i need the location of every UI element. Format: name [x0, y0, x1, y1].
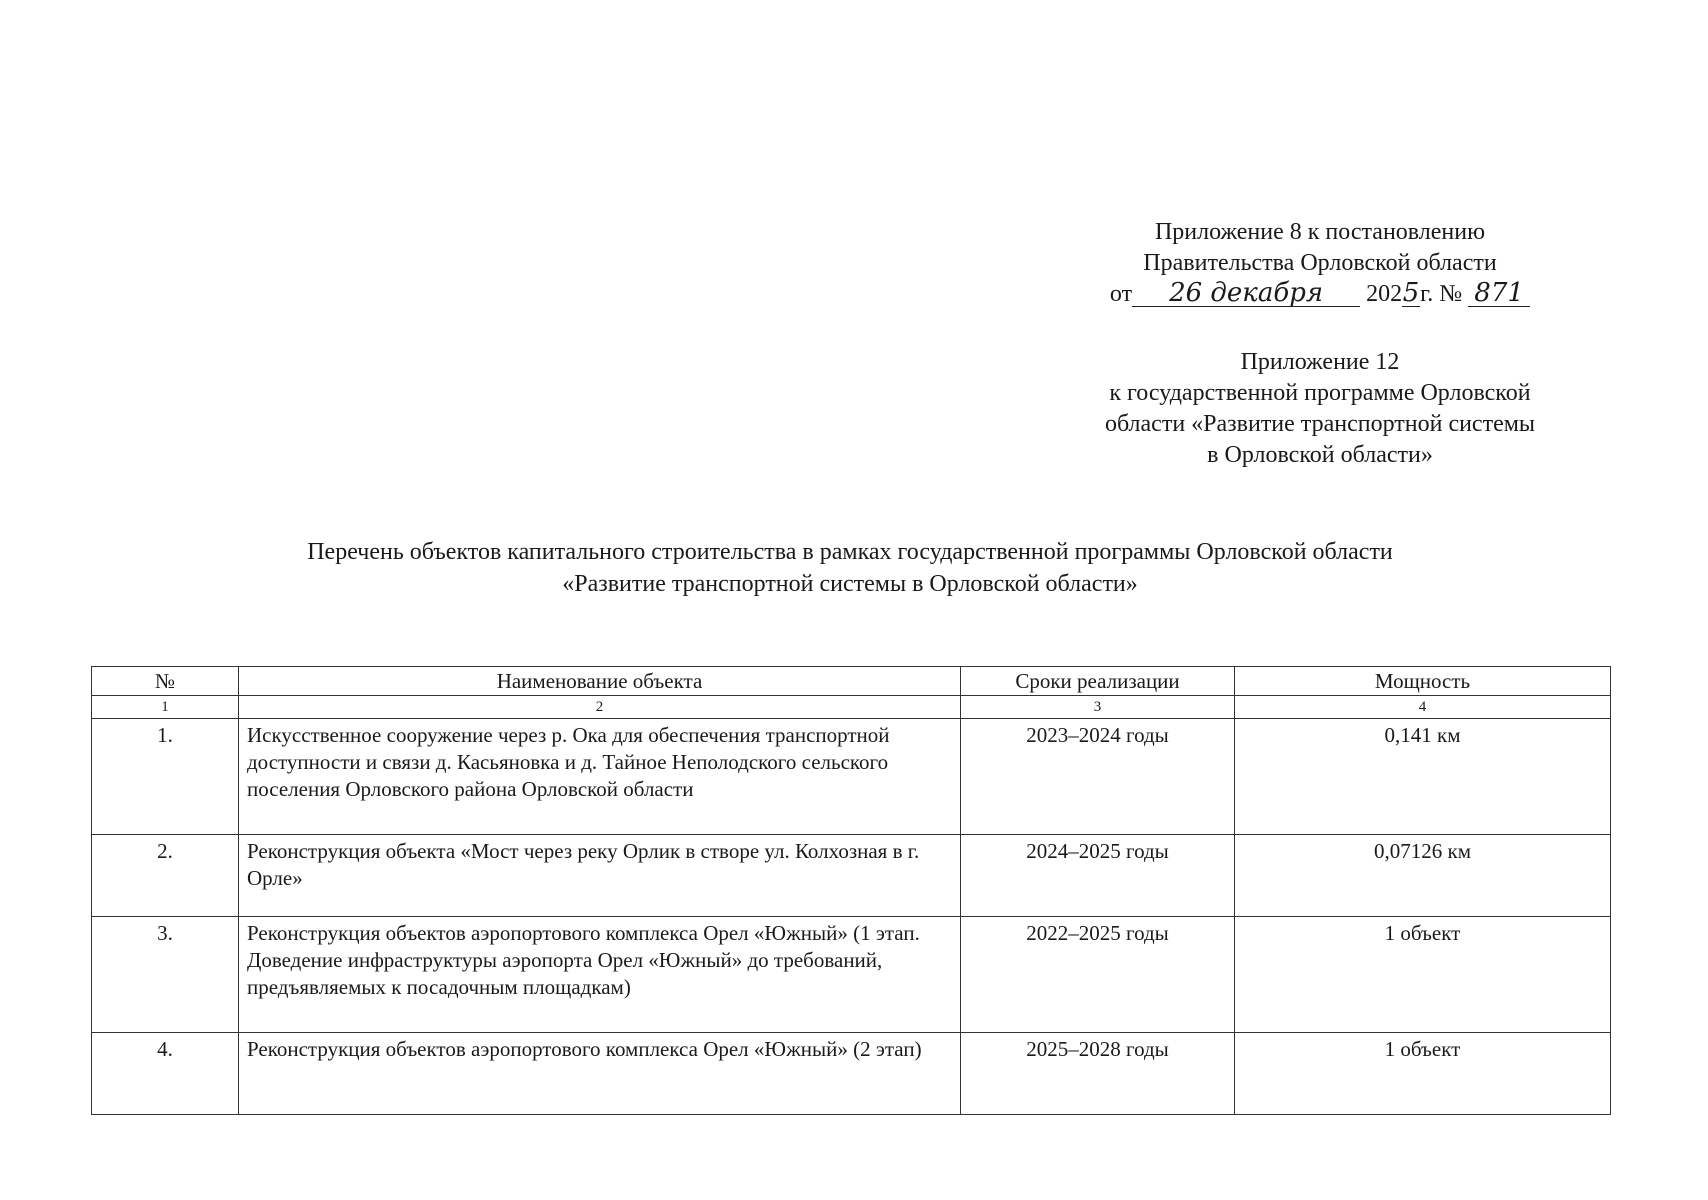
- object-name: Искусственное сооружение через р. Ока для обеспечения транспортной доступности и связи д. Касьяновка и д. Тайное Неполодского сельского поселения Орловского района Орловской области: [239, 719, 961, 835]
- capacity: 0,07126 км: [1235, 835, 1611, 917]
- header-object-name: Наименование объекта: [239, 667, 961, 696]
- appendix-12-heading: [1040, 347, 1600, 471]
- handwritten-date: 26 декабря: [1132, 280, 1360, 307]
- row-number: 1.: [92, 719, 239, 835]
- column-number: 1: [92, 696, 239, 719]
- document-title: [130, 536, 1570, 600]
- appendix-8-line-2: Правительства Орловской области: [1143, 250, 1497, 276]
- column-number: 2: [239, 696, 961, 719]
- appendix-8-heading: [1060, 217, 1580, 310]
- capacity: 1 объект: [1235, 917, 1611, 1033]
- year-suffix: г. №: [1420, 281, 1463, 307]
- row-number: 3.: [92, 917, 239, 1033]
- table-header-row: [92, 667, 1611, 696]
- table-row: [92, 719, 1611, 835]
- appendix-12-line-4: в Орловской области»: [1207, 442, 1433, 468]
- object-name: Реконструкция объекта «Мост через реку Орлик в створе ул. Колхозная в г. Орле»: [239, 835, 961, 917]
- table-row: [92, 917, 1611, 1033]
- header-number: №: [92, 667, 239, 696]
- appendix-12-line-1: Приложение 12: [1240, 349, 1400, 375]
- capacity: 0,141 км: [1235, 719, 1611, 835]
- row-number: 2.: [92, 835, 239, 917]
- year-prefix: 202: [1366, 281, 1403, 307]
- header-terms: Сроки реализации: [961, 667, 1235, 696]
- appendix-8-line-1: Приложение 8 к постановлению: [1154, 219, 1486, 245]
- column-number: 4: [1235, 696, 1611, 719]
- appendix-8-date-line: [1060, 279, 1580, 310]
- appendix-12-line-3: области «Развитие транспортной системы: [1104, 411, 1536, 437]
- date-prefix: от: [1109, 281, 1133, 307]
- implementation-term: 2023–2024 годы: [961, 719, 1235, 835]
- implementation-term: 2024–2025 годы: [961, 835, 1235, 917]
- handwritten-year-digit: 5: [1402, 278, 1420, 308]
- header-capacity: Мощность: [1235, 667, 1611, 696]
- object-name: Реконструкция объектов аэропортового комплекса Орел «Южный» (2 этап): [239, 1033, 961, 1115]
- table-row: [92, 835, 1611, 917]
- capacity: 1 объект: [1235, 1033, 1611, 1115]
- column-number-row: [92, 696, 1611, 719]
- table-row: [92, 1033, 1611, 1115]
- row-number: 4.: [92, 1033, 239, 1115]
- document-title-line-2: «Развитие транспортной системы в Орловской области»: [562, 571, 1138, 597]
- column-number: 3: [961, 696, 1235, 719]
- object-name: Реконструкция объектов аэропортового комплекса Орел «Южный» (1 этап. Доведение инфраструктуры аэропорта Орел «Южный» до требований, предъявляемых к посадочным площадкам): [239, 917, 961, 1033]
- objects-table: [91, 666, 1611, 1115]
- document-title-line-1: Перечень объектов капитального строительства в рамках государственной программы Орловской области: [307, 539, 1393, 565]
- appendix-12-line-2: к государственной программе Орловской: [1109, 380, 1531, 406]
- handwritten-document-number: 871: [1468, 280, 1530, 307]
- implementation-term: 2022–2025 годы: [961, 917, 1235, 1033]
- implementation-term: 2025–2028 годы: [961, 1033, 1235, 1115]
